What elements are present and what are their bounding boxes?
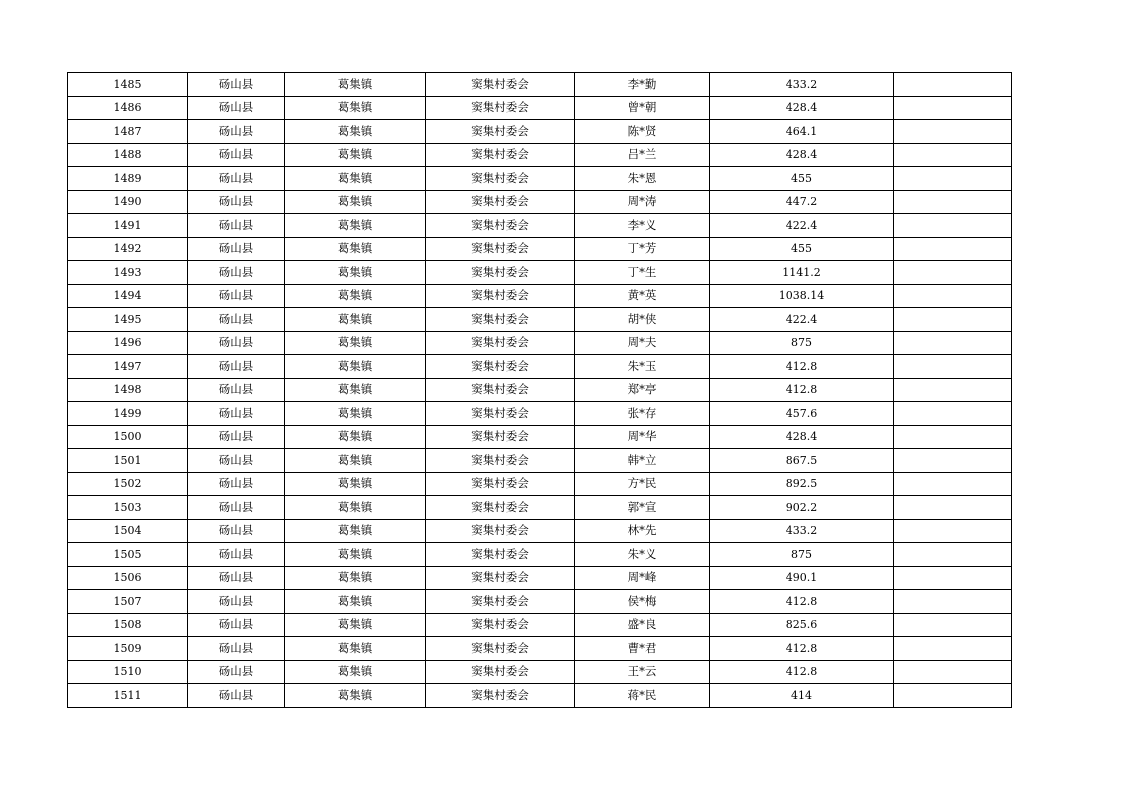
table-row	[68, 566, 1012, 590]
data-sheet	[67, 72, 1011, 708]
cell-county: 砀山县	[188, 660, 285, 684]
cell-person-name: 陈*贤	[575, 120, 710, 144]
cell-town: 葛集镇	[285, 660, 426, 684]
cell-town: 葛集镇	[285, 96, 426, 120]
table-row	[68, 120, 1012, 144]
cell-county: 砀山县	[188, 73, 285, 97]
table-row	[68, 425, 1012, 449]
cell-serial-number: 1496	[68, 331, 188, 355]
cell-person-name: 张*存	[575, 402, 710, 426]
cell-town: 葛集镇	[285, 190, 426, 214]
cell-remark	[894, 566, 1012, 590]
cell-remark	[894, 378, 1012, 402]
cell-amount: 867.5	[710, 449, 894, 473]
cell-amount: 414	[710, 684, 894, 708]
table-row	[68, 684, 1012, 708]
cell-serial-number: 1499	[68, 402, 188, 426]
cell-village-committee: 窦集村委会	[426, 214, 575, 238]
cell-town: 葛集镇	[285, 120, 426, 144]
cell-person-name: 李*勤	[575, 73, 710, 97]
cell-village-committee: 窦集村委会	[426, 96, 575, 120]
cell-town: 葛集镇	[285, 496, 426, 520]
cell-person-name: 蒋*民	[575, 684, 710, 708]
cell-town: 葛集镇	[285, 472, 426, 496]
cell-person-name: 朱*恩	[575, 167, 710, 191]
cell-county: 砀山县	[188, 684, 285, 708]
cell-person-name: 王*云	[575, 660, 710, 684]
cell-remark	[894, 402, 1012, 426]
cell-remark	[894, 214, 1012, 238]
cell-amount: 422.4	[710, 214, 894, 238]
cell-county: 砀山县	[188, 472, 285, 496]
cell-village-committee: 窦集村委会	[426, 143, 575, 167]
cell-amount: 412.8	[710, 355, 894, 379]
cell-remark	[894, 543, 1012, 567]
cell-remark	[894, 143, 1012, 167]
cell-serial-number: 1510	[68, 660, 188, 684]
table-row	[68, 167, 1012, 191]
cell-village-committee: 窦集村委会	[426, 378, 575, 402]
cell-village-committee: 窦集村委会	[426, 425, 575, 449]
cell-serial-number: 1508	[68, 613, 188, 637]
cell-person-name: 朱*玉	[575, 355, 710, 379]
cell-serial-number: 1500	[68, 425, 188, 449]
cell-county: 砀山县	[188, 237, 285, 261]
cell-person-name: 曹*君	[575, 637, 710, 661]
cell-remark	[894, 425, 1012, 449]
cell-remark	[894, 590, 1012, 614]
cell-serial-number: 1491	[68, 214, 188, 238]
cell-remark	[894, 190, 1012, 214]
cell-town: 葛集镇	[285, 519, 426, 543]
cell-county: 砀山县	[188, 402, 285, 426]
cell-county: 砀山县	[188, 167, 285, 191]
cell-amount: 892.5	[710, 472, 894, 496]
cell-person-name: 周*华	[575, 425, 710, 449]
cell-county: 砀山县	[188, 496, 285, 520]
cell-serial-number: 1486	[68, 96, 188, 120]
cell-person-name: 盛*良	[575, 613, 710, 637]
cell-remark	[894, 73, 1012, 97]
cell-amount: 902.2	[710, 496, 894, 520]
cell-village-committee: 窦集村委会	[426, 402, 575, 426]
cell-county: 砀山县	[188, 519, 285, 543]
cell-county: 砀山县	[188, 308, 285, 332]
cell-town: 葛集镇	[285, 284, 426, 308]
cell-person-name: 郭*宣	[575, 496, 710, 520]
table-row	[68, 308, 1012, 332]
cell-person-name: 黄*英	[575, 284, 710, 308]
cell-serial-number: 1502	[68, 472, 188, 496]
cell-remark	[894, 355, 1012, 379]
cell-amount: 412.8	[710, 660, 894, 684]
cell-town: 葛集镇	[285, 613, 426, 637]
table-row	[68, 355, 1012, 379]
cell-village-committee: 窦集村委会	[426, 496, 575, 520]
cell-village-committee: 窦集村委会	[426, 637, 575, 661]
cell-serial-number: 1494	[68, 284, 188, 308]
cell-county: 砀山县	[188, 261, 285, 285]
cell-town: 葛集镇	[285, 590, 426, 614]
table-row	[68, 96, 1012, 120]
cell-serial-number: 1506	[68, 566, 188, 590]
cell-county: 砀山县	[188, 378, 285, 402]
cell-amount: 825.6	[710, 613, 894, 637]
cell-town: 葛集镇	[285, 214, 426, 238]
cell-person-name: 朱*义	[575, 543, 710, 567]
cell-serial-number: 1488	[68, 143, 188, 167]
cell-serial-number: 1504	[68, 519, 188, 543]
cell-county: 砀山县	[188, 331, 285, 355]
cell-serial-number: 1490	[68, 190, 188, 214]
cell-remark	[894, 496, 1012, 520]
cell-town: 葛集镇	[285, 378, 426, 402]
cell-remark	[894, 637, 1012, 661]
cell-town: 葛集镇	[285, 143, 426, 167]
cell-village-committee: 窦集村委会	[426, 613, 575, 637]
cell-village-committee: 窦集村委会	[426, 261, 575, 285]
cell-person-name: 吕*兰	[575, 143, 710, 167]
cell-amount: 428.4	[710, 96, 894, 120]
cell-person-name: 韩*立	[575, 449, 710, 473]
cell-remark	[894, 308, 1012, 332]
cell-remark	[894, 96, 1012, 120]
cell-village-committee: 窦集村委会	[426, 190, 575, 214]
cell-person-name: 曾*朝	[575, 96, 710, 120]
table-row	[68, 402, 1012, 426]
table-row	[68, 519, 1012, 543]
cell-serial-number: 1487	[68, 120, 188, 144]
cell-county: 砀山县	[188, 637, 285, 661]
cell-person-name: 周*涛	[575, 190, 710, 214]
cell-county: 砀山县	[188, 284, 285, 308]
cell-village-committee: 窦集村委会	[426, 284, 575, 308]
cell-remark	[894, 472, 1012, 496]
cell-county: 砀山县	[188, 120, 285, 144]
cell-village-committee: 窦集村委会	[426, 331, 575, 355]
cell-amount: 457.6	[710, 402, 894, 426]
cell-county: 砀山县	[188, 143, 285, 167]
cell-village-committee: 窦集村委会	[426, 449, 575, 473]
table-body	[68, 73, 1012, 708]
cell-amount: 1141.2	[710, 261, 894, 285]
cell-person-name: 丁*芳	[575, 237, 710, 261]
cell-town: 葛集镇	[285, 355, 426, 379]
cell-county: 砀山县	[188, 355, 285, 379]
cell-town: 葛集镇	[285, 449, 426, 473]
cell-serial-number: 1485	[68, 73, 188, 97]
cell-village-committee: 窦集村委会	[426, 684, 575, 708]
cell-town: 葛集镇	[285, 167, 426, 191]
cell-county: 砀山县	[188, 96, 285, 120]
cell-village-committee: 窦集村委会	[426, 308, 575, 332]
cell-remark	[894, 519, 1012, 543]
cell-remark	[894, 120, 1012, 144]
cell-town: 葛集镇	[285, 684, 426, 708]
table-row	[68, 472, 1012, 496]
cell-county: 砀山县	[188, 214, 285, 238]
cell-village-committee: 窦集村委会	[426, 472, 575, 496]
cell-serial-number: 1498	[68, 378, 188, 402]
cell-serial-number: 1493	[68, 261, 188, 285]
cell-person-name: 胡*侠	[575, 308, 710, 332]
cell-remark	[894, 284, 1012, 308]
table-row	[68, 237, 1012, 261]
table-row	[68, 378, 1012, 402]
cell-remark	[894, 331, 1012, 355]
cell-amount: 464.1	[710, 120, 894, 144]
cell-amount: 875	[710, 331, 894, 355]
cell-serial-number: 1495	[68, 308, 188, 332]
cell-county: 砀山县	[188, 566, 285, 590]
cell-person-name: 郑*亭	[575, 378, 710, 402]
cell-town: 葛集镇	[285, 566, 426, 590]
cell-village-committee: 窦集村委会	[426, 237, 575, 261]
cell-amount: 412.8	[710, 637, 894, 661]
cell-town: 葛集镇	[285, 261, 426, 285]
cell-amount: 433.2	[710, 73, 894, 97]
cell-amount: 412.8	[710, 590, 894, 614]
table-row	[68, 190, 1012, 214]
cell-serial-number: 1507	[68, 590, 188, 614]
cell-village-committee: 窦集村委会	[426, 660, 575, 684]
table-row	[68, 543, 1012, 567]
cell-town: 葛集镇	[285, 402, 426, 426]
cell-amount: 428.4	[710, 425, 894, 449]
table-row	[68, 613, 1012, 637]
cell-amount: 447.2	[710, 190, 894, 214]
cell-serial-number: 1501	[68, 449, 188, 473]
cell-county: 砀山县	[188, 425, 285, 449]
cell-county: 砀山县	[188, 449, 285, 473]
cell-village-committee: 窦集村委会	[426, 519, 575, 543]
cell-remark	[894, 237, 1012, 261]
cell-county: 砀山县	[188, 543, 285, 567]
cell-serial-number: 1505	[68, 543, 188, 567]
cell-town: 葛集镇	[285, 331, 426, 355]
cell-amount: 875	[710, 543, 894, 567]
table-row	[68, 214, 1012, 238]
cell-town: 葛集镇	[285, 237, 426, 261]
table-row	[68, 73, 1012, 97]
cell-remark	[894, 167, 1012, 191]
cell-village-committee: 窦集村委会	[426, 120, 575, 144]
cell-person-name: 李*义	[575, 214, 710, 238]
table-row	[68, 496, 1012, 520]
cell-village-committee: 窦集村委会	[426, 73, 575, 97]
cell-amount: 455	[710, 167, 894, 191]
cell-serial-number: 1509	[68, 637, 188, 661]
cell-person-name: 周*峰	[575, 566, 710, 590]
cell-village-committee: 窦集村委会	[426, 566, 575, 590]
cell-person-name: 方*民	[575, 472, 710, 496]
table-row	[68, 261, 1012, 285]
cell-town: 葛集镇	[285, 637, 426, 661]
cell-town: 葛集镇	[285, 73, 426, 97]
cell-town: 葛集镇	[285, 308, 426, 332]
table-row	[68, 590, 1012, 614]
cell-serial-number: 1489	[68, 167, 188, 191]
cell-person-name: 丁*生	[575, 261, 710, 285]
cell-amount: 455	[710, 237, 894, 261]
cell-amount: 428.4	[710, 143, 894, 167]
cell-amount: 422.4	[710, 308, 894, 332]
cell-village-committee: 窦集村委会	[426, 355, 575, 379]
table-row	[68, 660, 1012, 684]
cell-county: 砀山县	[188, 613, 285, 637]
cell-county: 砀山县	[188, 590, 285, 614]
cell-serial-number: 1511	[68, 684, 188, 708]
table-row	[68, 637, 1012, 661]
cell-remark	[894, 449, 1012, 473]
records-table	[67, 72, 1012, 708]
cell-amount: 490.1	[710, 566, 894, 590]
cell-serial-number: 1497	[68, 355, 188, 379]
cell-person-name: 周*夫	[575, 331, 710, 355]
cell-remark	[894, 613, 1012, 637]
cell-amount: 412.8	[710, 378, 894, 402]
cell-village-committee: 窦集村委会	[426, 167, 575, 191]
table-row	[68, 331, 1012, 355]
table-row	[68, 143, 1012, 167]
cell-remark	[894, 261, 1012, 285]
cell-amount: 433.2	[710, 519, 894, 543]
cell-remark	[894, 684, 1012, 708]
cell-village-committee: 窦集村委会	[426, 543, 575, 567]
cell-town: 葛集镇	[285, 425, 426, 449]
cell-remark	[894, 660, 1012, 684]
cell-county: 砀山县	[188, 190, 285, 214]
cell-serial-number: 1492	[68, 237, 188, 261]
cell-person-name: 林*先	[575, 519, 710, 543]
cell-serial-number: 1503	[68, 496, 188, 520]
cell-person-name: 侯*梅	[575, 590, 710, 614]
cell-village-committee: 窦集村委会	[426, 590, 575, 614]
cell-amount: 1038.14	[710, 284, 894, 308]
cell-town: 葛集镇	[285, 543, 426, 567]
table-row	[68, 284, 1012, 308]
table-row	[68, 449, 1012, 473]
